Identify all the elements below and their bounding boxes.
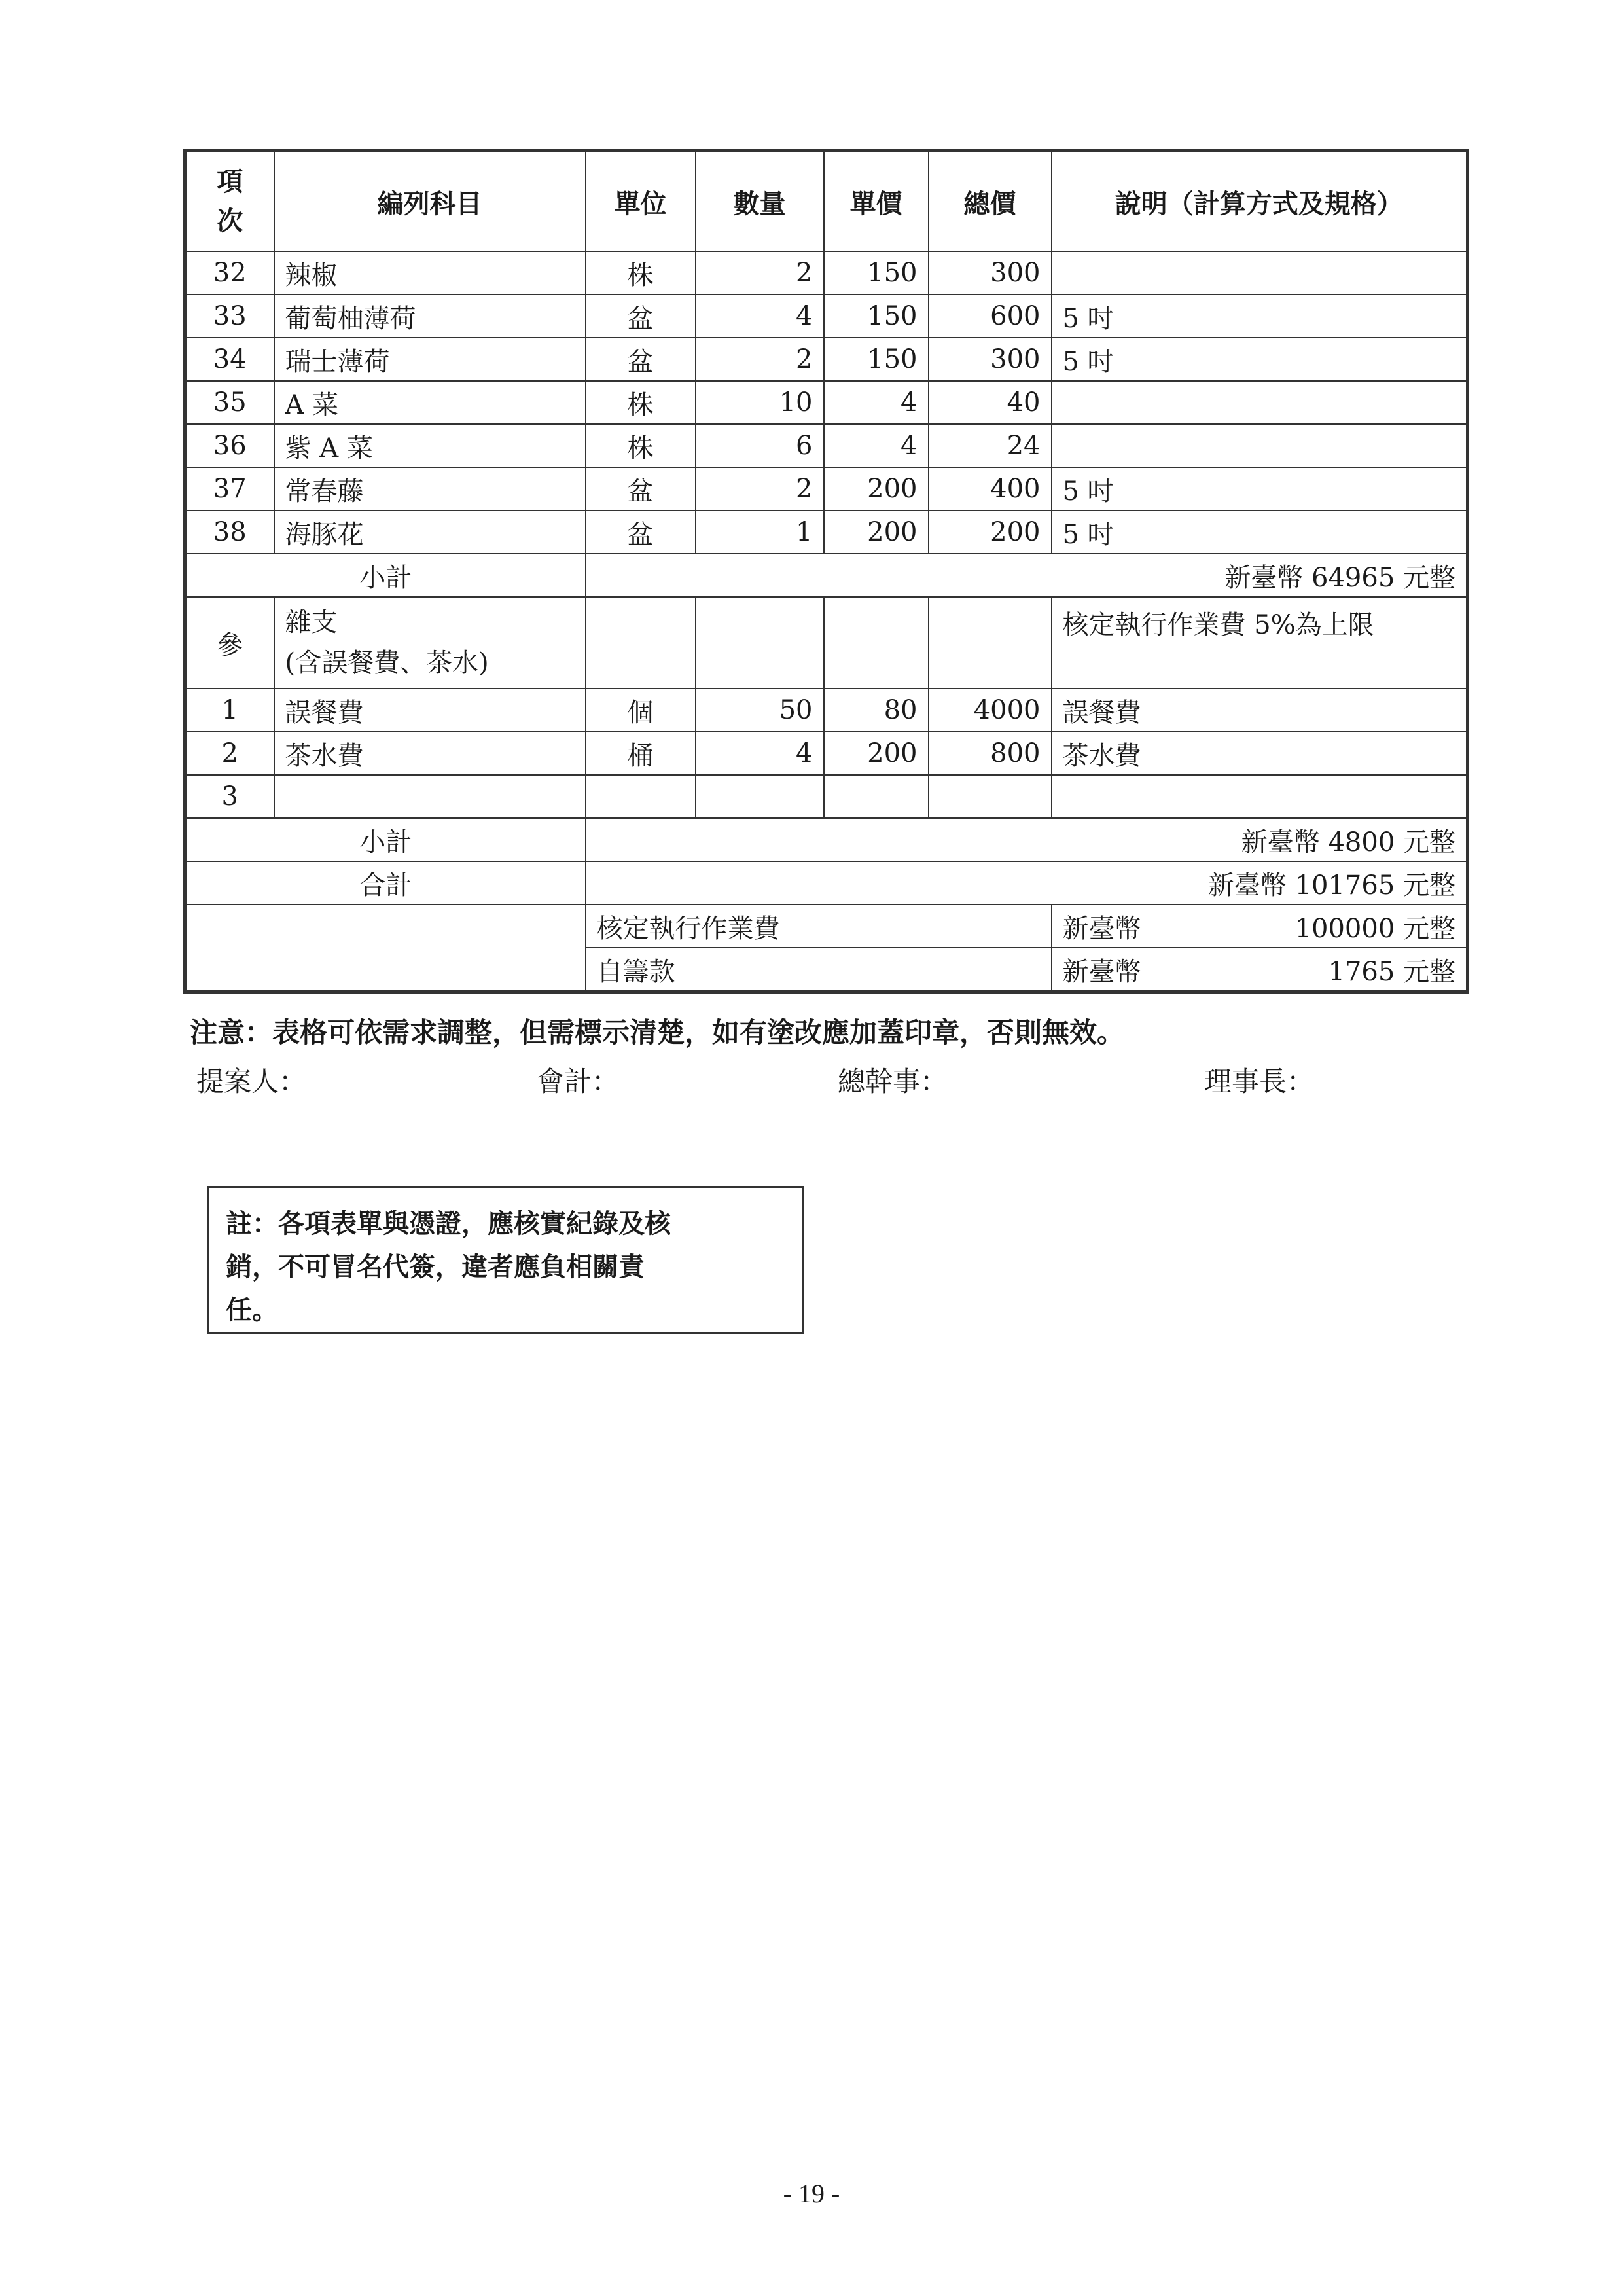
funding-currency: 新臺幣 bbox=[1062, 956, 1141, 987]
table-row bbox=[185, 689, 1468, 732]
funding-blank-cell bbox=[185, 905, 586, 992]
row-total: 40 bbox=[929, 381, 1052, 424]
row-item: 瑞士薄荷 bbox=[274, 338, 586, 381]
section-title-line2: (含誤餐費、茶水) bbox=[285, 648, 489, 678]
funding-currency: 新臺幣 bbox=[1062, 913, 1141, 944]
table-row bbox=[185, 511, 1468, 554]
row-qty: 50 bbox=[696, 689, 824, 732]
row-no: 36 bbox=[185, 424, 274, 467]
section-row bbox=[185, 597, 1468, 689]
row-desc: 5 吋 bbox=[1052, 295, 1468, 338]
row-desc bbox=[1052, 251, 1468, 295]
section-qty bbox=[696, 597, 824, 689]
row-unit: 株 bbox=[586, 251, 696, 295]
row-no: 38 bbox=[185, 511, 274, 554]
row-price bbox=[824, 775, 929, 818]
table-row bbox=[185, 338, 1468, 381]
header-quantity: 數量 bbox=[696, 151, 824, 252]
row-price: 4 bbox=[824, 381, 929, 424]
row-unit: 株 bbox=[586, 424, 696, 467]
row-price: 80 bbox=[824, 689, 929, 732]
row-desc: 茶水費 bbox=[1052, 732, 1468, 775]
row-qty: 1 bbox=[696, 511, 824, 554]
row-qty: 6 bbox=[696, 424, 824, 467]
row-price: 4 bbox=[824, 424, 929, 467]
row-item: 誤餐費 bbox=[274, 689, 586, 732]
notice-text: 注意：表格可依需求調整，但需標示清楚，如有塗改應加蓋印章，否則無效。 bbox=[190, 1016, 1125, 1049]
row-qty: 10 bbox=[696, 381, 824, 424]
section-total bbox=[929, 597, 1052, 689]
signature-accountant: 會計： bbox=[537, 1066, 620, 1098]
row-price: 150 bbox=[824, 251, 929, 295]
row-total: 600 bbox=[929, 295, 1052, 338]
row-qty: 2 bbox=[696, 338, 824, 381]
row-unit: 株 bbox=[586, 381, 696, 424]
header-unit-price: 單價 bbox=[824, 151, 929, 252]
table-row bbox=[185, 295, 1468, 338]
row-no: 34 bbox=[185, 338, 274, 381]
signature-secretary: 總幹事： bbox=[838, 1066, 948, 1098]
row-unit bbox=[586, 775, 696, 818]
row-price: 150 bbox=[824, 338, 929, 381]
row-no: 33 bbox=[185, 295, 274, 338]
funding-label: 核定執行作業費 bbox=[586, 905, 1052, 948]
row-qty: 4 bbox=[696, 732, 824, 775]
table-row bbox=[185, 775, 1468, 818]
row-item: 海豚花 bbox=[274, 511, 586, 554]
row-desc bbox=[1052, 424, 1468, 467]
row-desc bbox=[1052, 775, 1468, 818]
row-qty: 2 bbox=[696, 467, 824, 511]
row-unit: 個 bbox=[586, 689, 696, 732]
note-line: 銷，不可冒名代簽，違者應負相關責 bbox=[226, 1251, 645, 1282]
header-description: 說明（計算方式及規格） bbox=[1052, 151, 1468, 252]
row-desc: 誤餐費 bbox=[1052, 689, 1468, 732]
row-price: 200 bbox=[824, 732, 929, 775]
row-item: 紫 A 菜 bbox=[274, 424, 586, 467]
subtotal-label: 小計 bbox=[185, 554, 586, 597]
table-row bbox=[185, 381, 1468, 424]
row-price: 200 bbox=[824, 467, 929, 511]
section-title bbox=[274, 597, 586, 689]
section-no: 參 bbox=[185, 597, 274, 689]
funding-amount bbox=[1052, 905, 1468, 948]
table-row bbox=[185, 732, 1468, 775]
row-price: 150 bbox=[824, 295, 929, 338]
subtotal-row bbox=[185, 818, 1468, 861]
budget-table bbox=[183, 149, 1469, 994]
row-desc: 5 吋 bbox=[1052, 467, 1468, 511]
row-desc: 5 吋 bbox=[1052, 338, 1468, 381]
row-item bbox=[274, 775, 586, 818]
grand-total-row bbox=[185, 861, 1468, 905]
row-unit: 盆 bbox=[586, 467, 696, 511]
funding-amount bbox=[1052, 948, 1468, 992]
section-unit bbox=[586, 597, 696, 689]
row-desc bbox=[1052, 381, 1468, 424]
table-row bbox=[185, 424, 1468, 467]
row-total: 800 bbox=[929, 732, 1052, 775]
row-total: 200 bbox=[929, 511, 1052, 554]
header-item-name: 編列科目 bbox=[274, 151, 586, 252]
section-desc: 核定執行作業費 5%為上限 bbox=[1052, 597, 1468, 689]
note-line: 任。 bbox=[226, 1295, 278, 1325]
row-item: A 菜 bbox=[274, 381, 586, 424]
row-qty: 2 bbox=[696, 251, 824, 295]
subtotal-row bbox=[185, 554, 1468, 597]
table-row bbox=[185, 467, 1468, 511]
section-title-line1: 雜支 bbox=[285, 607, 338, 637]
signature-chairman: 理事長： bbox=[1204, 1066, 1315, 1098]
grand-total-value: 新臺幣 101765 元整 bbox=[586, 861, 1468, 905]
row-desc: 5 吋 bbox=[1052, 511, 1468, 554]
subtotal-value: 新臺幣 64965 元整 bbox=[586, 554, 1468, 597]
row-no: 3 bbox=[185, 775, 274, 818]
table-row bbox=[185, 251, 1468, 295]
row-no: 35 bbox=[185, 381, 274, 424]
row-no: 1 bbox=[185, 689, 274, 732]
page-number: - 19 - bbox=[783, 2179, 840, 2208]
row-no: 32 bbox=[185, 251, 274, 295]
grand-total-label: 合計 bbox=[185, 861, 586, 905]
funding-amount-value: 1765 元整 bbox=[1328, 956, 1455, 987]
note-line: 註：各項表單與憑證，應核實紀錄及核 bbox=[226, 1208, 671, 1239]
subtotal-value: 新臺幣 4800 元整 bbox=[586, 818, 1468, 861]
signature-proposer: 提案人： bbox=[196, 1066, 307, 1098]
row-no: 37 bbox=[185, 467, 274, 511]
funding-amount-value: 100000 元整 bbox=[1294, 913, 1455, 944]
header-total-price: 總價 bbox=[929, 151, 1052, 252]
row-item: 葡萄柚薄荷 bbox=[274, 295, 586, 338]
note-box bbox=[207, 1186, 804, 1334]
row-unit: 盆 bbox=[586, 295, 696, 338]
funding-label: 自籌款 bbox=[586, 948, 1052, 992]
header-unit: 單位 bbox=[586, 151, 696, 252]
table-header-row bbox=[185, 151, 1468, 252]
row-total: 400 bbox=[929, 467, 1052, 511]
row-unit: 盆 bbox=[586, 338, 696, 381]
row-total: 24 bbox=[929, 424, 1052, 467]
row-item: 常春藤 bbox=[274, 467, 586, 511]
row-qty bbox=[696, 775, 824, 818]
row-unit: 桶 bbox=[586, 732, 696, 775]
row-no: 2 bbox=[185, 732, 274, 775]
row-qty: 4 bbox=[696, 295, 824, 338]
row-item: 辣椒 bbox=[274, 251, 586, 295]
row-total: 300 bbox=[929, 251, 1052, 295]
row-total bbox=[929, 775, 1052, 818]
row-unit: 盆 bbox=[586, 511, 696, 554]
section-price bbox=[824, 597, 929, 689]
row-total: 300 bbox=[929, 338, 1052, 381]
header-item-no: 項 次 bbox=[185, 151, 274, 252]
funding-row bbox=[185, 905, 1468, 948]
row-total: 4000 bbox=[929, 689, 1052, 732]
row-item: 茶水費 bbox=[274, 732, 586, 775]
row-price: 200 bbox=[824, 511, 929, 554]
subtotal-label: 小計 bbox=[185, 818, 586, 861]
